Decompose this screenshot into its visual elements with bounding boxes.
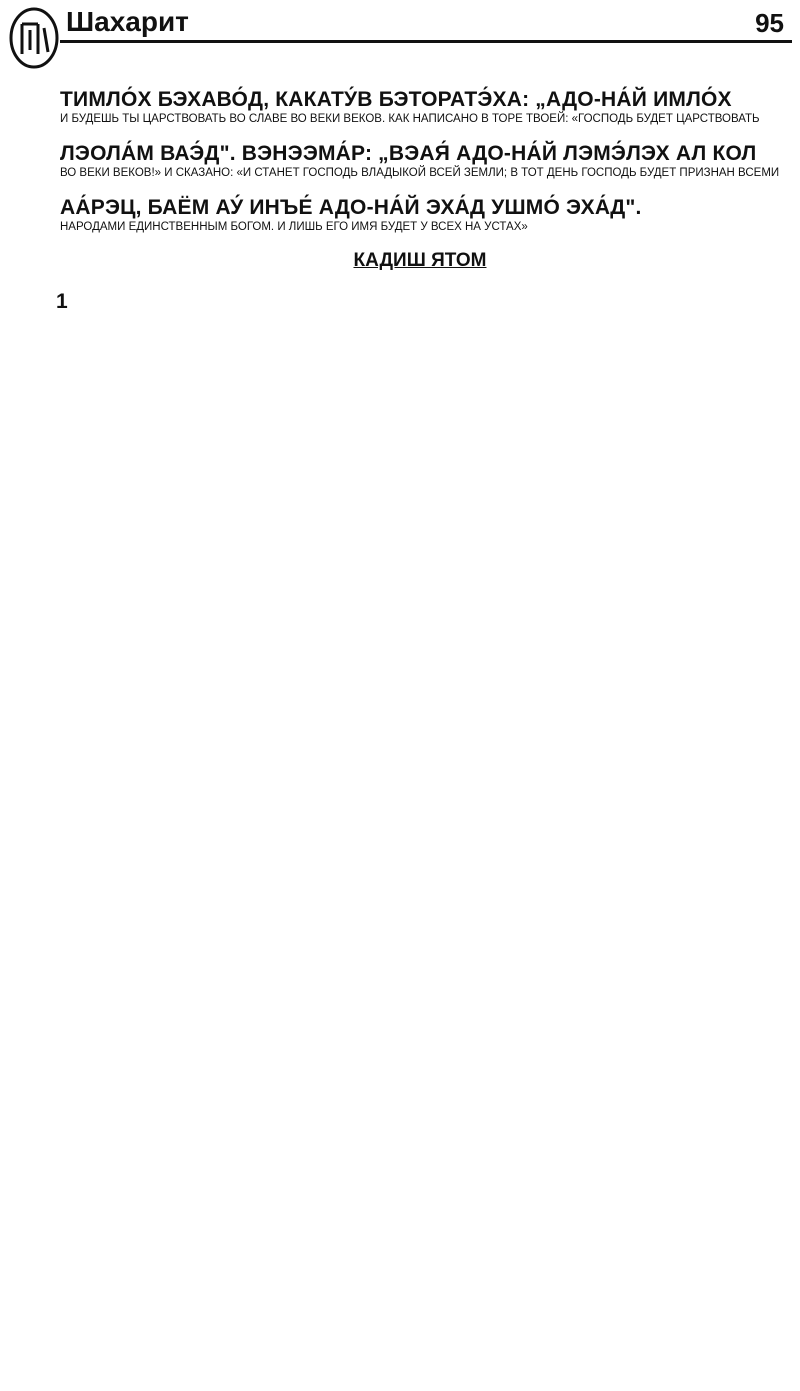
translation-line: НАРОДАМИ ЕДИНСТВЕННЫМ БОГОМ. И ЛИШЬ ЕГО ИМЯ БУДЕТ У ВСЕХ НА УСТАХ» bbox=[60, 221, 528, 233]
text-block bbox=[60, 196, 780, 234]
section-title: КАДИШ ЯТОМ bbox=[353, 250, 487, 271]
translation-line: И БУДЕШЬ ТЫ ЦАРСТВОВАТЬ ВО СЛАВЕ ВО ВЕКИ ВЕКОВ. КАК НАПИСАНО В ТОРЕ ТВОЕЙ: «ГОСПОДЬ БУДЕТ ЦАРСТВОВАТЬ bbox=[60, 113, 760, 125]
text-block bbox=[60, 142, 780, 180]
text-block bbox=[60, 88, 780, 126]
paragraph-number: 1 bbox=[56, 290, 68, 313]
page-number: 95 bbox=[755, 8, 784, 38]
running-title: Шахарит bbox=[66, 6, 189, 37]
transliteration-line: АА́РЭЦ, БАЁМ АУ́ ИНЪЕ́ АДО-НА́Й ЭХА́Д УШМО́ ЭХА́Д". bbox=[60, 196, 642, 219]
page-content bbox=[56, 88, 780, 313]
transliteration-line: ЛЭОЛА́М ВАЭ́Д". ВЭНЭЭМА́Р: „ВЭАЯ́ АДО-НА́Й ЛЭМЭ́ЛЭХ АЛ КОЛ bbox=[60, 142, 757, 165]
book-logo-icon bbox=[8, 6, 60, 70]
header-rule bbox=[60, 40, 792, 43]
translation-line: ВО ВЕКИ ВЕКОВ!» И СКАЗАНО: «И СТАНЕТ ГОСПОДЬ ВЛАДЫКОЙ ВСЕЙ ЗЕМЛИ; В ТОТ ДЕНЬ ГОСПОДЬ БУДЕТ ПРИЗНАН ВСЕМИ bbox=[60, 167, 780, 179]
transliteration-line: ТИМЛО́Х БЭХАВО́Д, КАКАТУ́В БЭТОРАТЭ́ХА: „АДО-НА́Й ИМЛО́Х bbox=[60, 88, 732, 111]
